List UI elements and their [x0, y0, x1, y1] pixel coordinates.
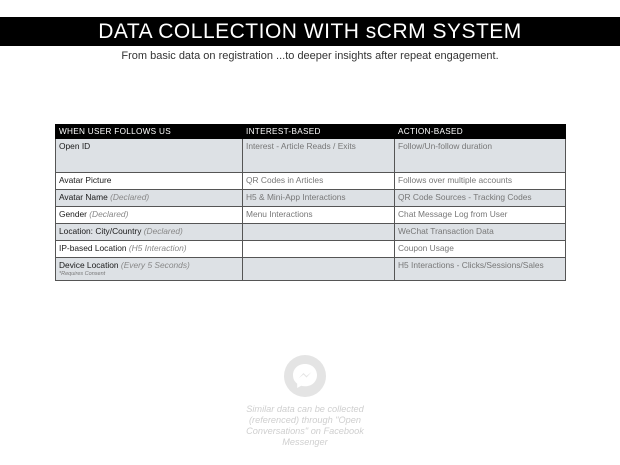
- table-row: [56, 207, 566, 224]
- cell-interest: [243, 241, 395, 258]
- table-header-row: [56, 125, 566, 139]
- cell-interest: Interest - Article Reads / Exits: [243, 139, 395, 173]
- page-title: DATA COLLECTION WITH sCRM SYSTEM: [0, 17, 620, 46]
- page-subtitle: From basic data on registration ...to deeper insights after repeat engagement.: [121, 50, 499, 62]
- cell-interest: [243, 224, 395, 241]
- cell-action: WeChat Transaction Data: [395, 224, 566, 241]
- cell-follows: IP-based Location (H5 Interaction): [56, 241, 243, 258]
- cell-follows: Avatar Name (Declared): [56, 190, 243, 207]
- header-interest: INTEREST-BASED: [243, 125, 395, 139]
- cell-follows: Avatar Picture: [56, 173, 243, 190]
- cell-interest: [243, 258, 395, 281]
- cell-action: Follows over multiple accounts: [395, 173, 566, 190]
- cell-action: Coupon Usage: [395, 241, 566, 258]
- consent-note: *Requires Consent: [59, 271, 106, 277]
- cell-follows: Location: City/Country (Declared): [56, 224, 243, 241]
- table-row: [56, 173, 566, 190]
- cell-follows: Open ID: [56, 139, 243, 173]
- table-row: [56, 241, 566, 258]
- cell-interest: Menu Interactions: [243, 207, 395, 224]
- cell-action: Chat Message Log from User: [395, 207, 566, 224]
- cell-action: Follow/Un-follow duration: [395, 139, 566, 173]
- cell-action: H5 Interactions - Clicks/Sessions/Sales: [395, 258, 566, 281]
- cell-action: QR Code Sources - Tracking Codes: [395, 190, 566, 207]
- messenger-icon: [284, 355, 326, 397]
- table-row: [56, 258, 566, 281]
- cell-interest: QR Codes in Articles: [243, 173, 395, 190]
- cell-follows: Gender (Declared): [56, 207, 243, 224]
- table-row: [56, 190, 566, 207]
- cell-interest: H5 & Mini-App Interactions: [243, 190, 395, 207]
- header-follows: WHEN USER FOLLOWS US: [56, 125, 243, 139]
- header-action: ACTION-BASED: [395, 125, 566, 139]
- data-collection-table: [55, 124, 566, 281]
- cell-follows: Device Location (Every 5 Seconds) *Requires Consent: [56, 258, 243, 281]
- footer-note: Similar data can be collected (referenced) through "Open Conversations" on Facebook Messenger: [246, 404, 364, 447]
- table-row: [56, 139, 566, 173]
- table-row: [56, 224, 566, 241]
